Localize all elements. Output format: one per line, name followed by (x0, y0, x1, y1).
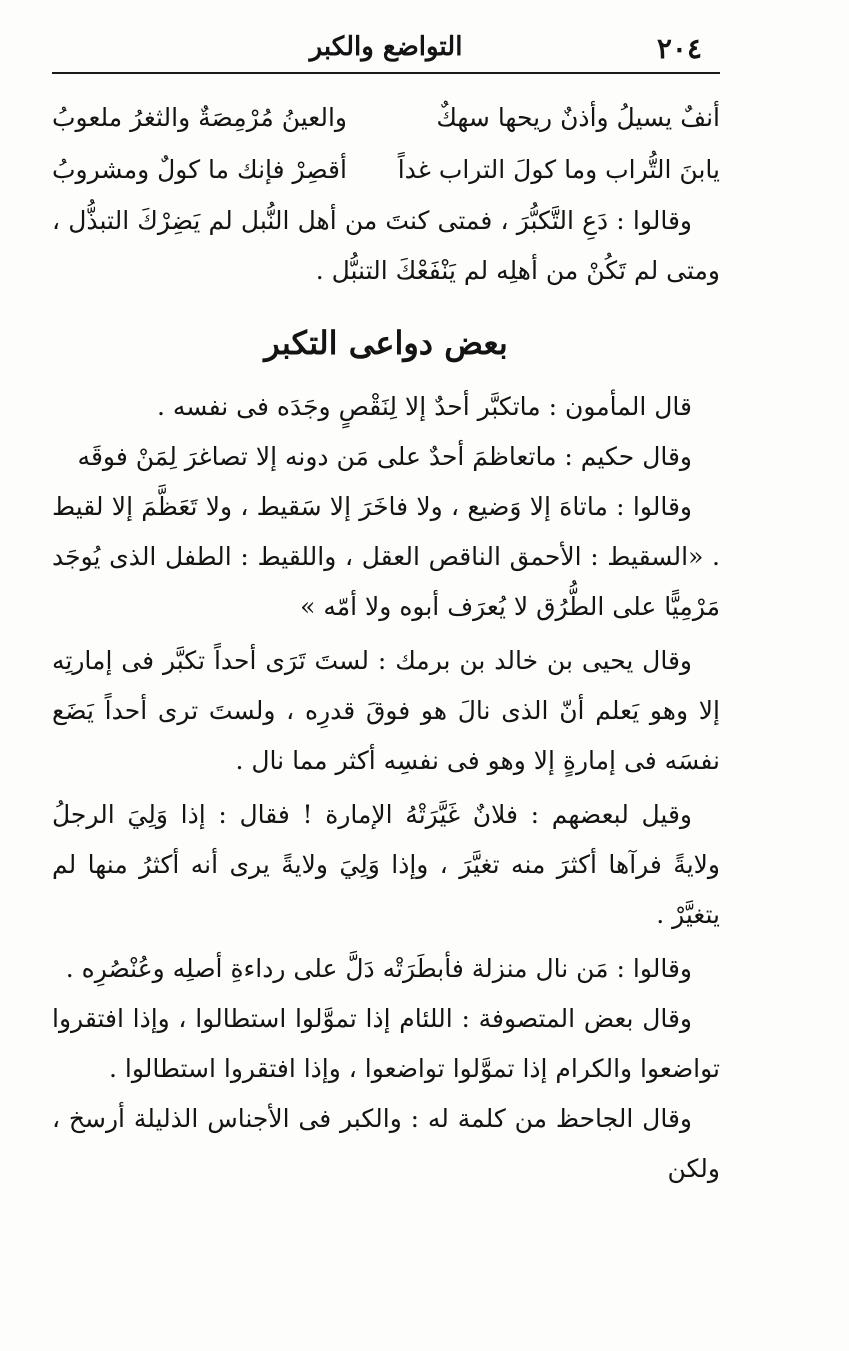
verse-second-hemistich: أقصِرْ فإنك ما كولٌ ومشروبُ (52, 155, 347, 184)
paragraph: وقالوا : مَن نال منزلة فأبطَرَتْه دَلَّ على رداءةِ أصلِه وعُنْصُرِه . (65, 954, 692, 983)
paragraph: وقيل لبعضهم : فلانٌ غَيَّرَتْهُ الإمارة ! فقال : إذا وَلِيَ الرجلُ ولايةً فرآها أكثرَ منه تغيَّرَ ، وإذا وَلِيَ ولايةً يرى أنه أكثرُ منها لم يتغيَّرْ . (52, 800, 720, 929)
page-number: ٢٠٤ (656, 32, 702, 65)
verse-line (52, 92, 720, 144)
verse-first-hemistich: يابنَ التُّراب وما كولَ التراب غداً (397, 155, 720, 184)
verse-first-hemistich: أنفٌ يسيلُ وأذنٌ ريحها سهكٌ (436, 103, 720, 132)
paragraph: وقال حكيم : ماتعاظمَ أحدٌ على مَن دونه إلا تصاغرَ لِمَنْ فوقَه (77, 442, 692, 471)
page-body (52, 92, 720, 1194)
paragraph: قال المأمون : ماتكبَّر أحدٌ إلا لِنَقْصٍ وجَدَه فى نفسه . (157, 392, 692, 421)
header-rule (52, 72, 720, 74)
page-header (52, 28, 720, 72)
verse-second-hemistich: والعينُ مُرْمِصَةٌ والثغرُ ملعوبُ (52, 103, 347, 132)
paragraph: وقالوا : دَعِ التَّكبُّرَ ، فمتى كنتَ من أهل النُّبل لم يَضِرْكَ التبذُّل ، ومتى لم تَكُنْ من أهلِه لم يَنْفَعْكَ التنبُّل . (52, 206, 720, 285)
verse-line (52, 144, 720, 196)
paragraph: وقال بعض المتصوفة : اللئام إذا تموَّلوا استطالوا ، وإذا افتقروا تواضعوا والكرام إذا تموَّلوا تواضعوا ، وإذا افتقروا استطالوا . (52, 1004, 720, 1083)
section-heading: بعض دواعى التكبر (264, 324, 508, 362)
paragraph: وقال يحيى بن خالد بن برمك : لستَ تَرَى أحداً تكبَّر فى إمارتِه إلا وهو يَعلم أنّ الذى نالَ هو فوقَ قدرِه ، ولستَ ترى أحداً يَضَع نفسَه فى إمارةٍ إلا وهو فى نفسِه أكثر مما نال . (52, 646, 720, 775)
running-title: التواضع والكبر (309, 32, 463, 62)
paragraph: وقال الجاحظ من كلمة له : والكبر فى الأجناس الذليلة أرسخ ، ولكن (52, 1104, 720, 1183)
paragraph: وقالوا : ماتاهَ إلا وَضيع ، ولا فاخَرَ إلا سَقيط ، ولا تَعَظَّمَ إلا لقيط . «السقيط : الأحمق الناقص العقل ، واللقيط : الطفل الذى يُوجَد مَرْمِيًّا على الطُّرُق لا يُعرَف أبوه ولا أمّه » (52, 492, 720, 621)
